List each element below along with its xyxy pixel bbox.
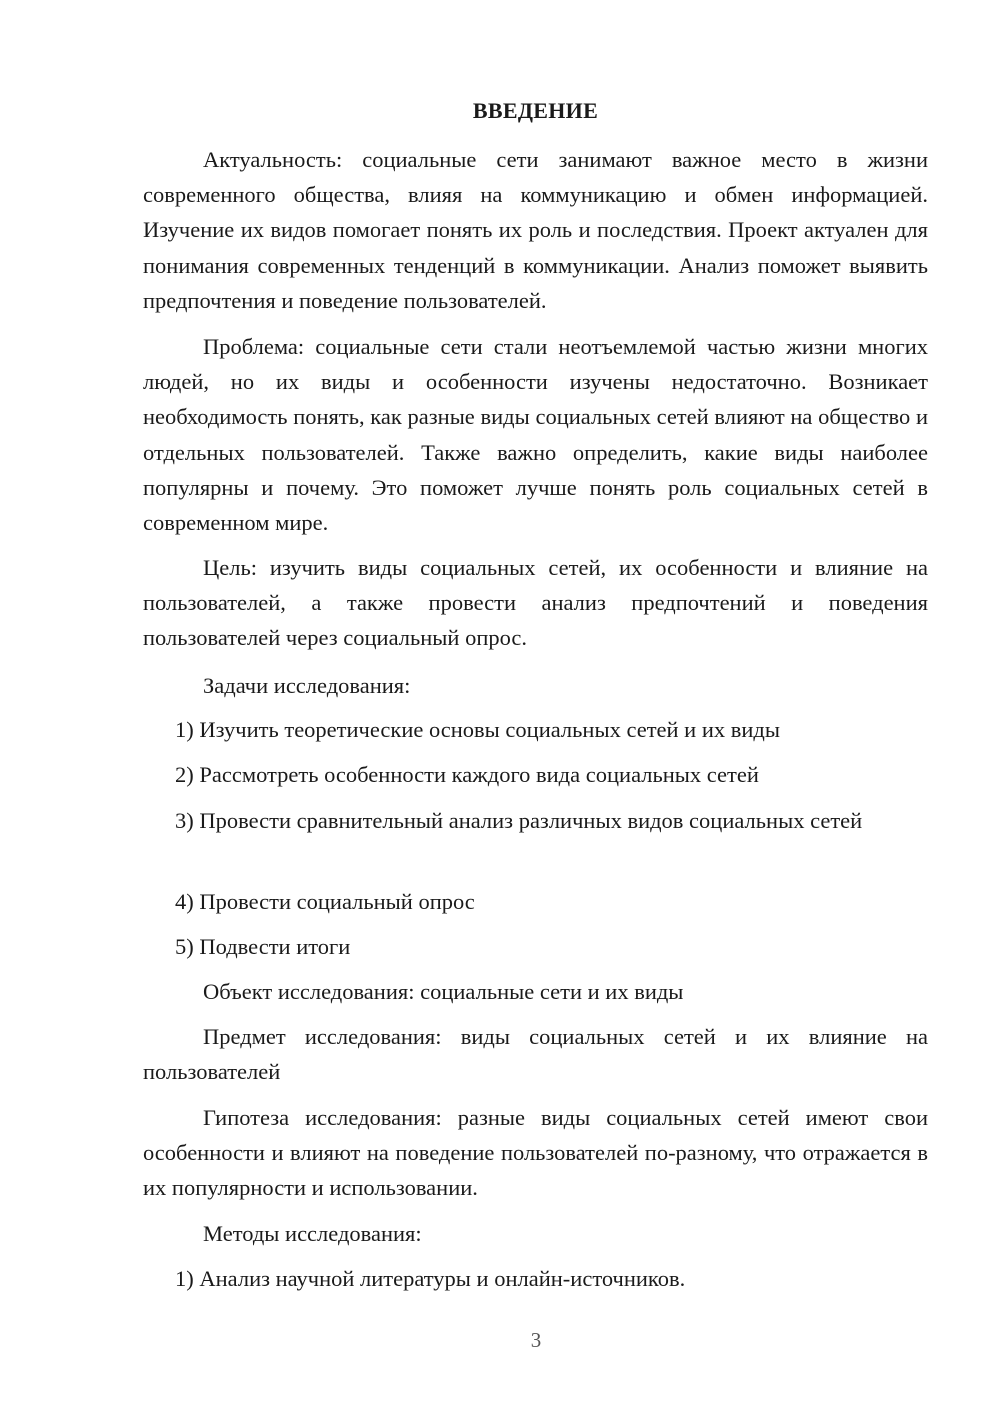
task-item: 2) Рассмотреть особенности каждого вида социальных сетей [175, 762, 759, 787]
task-item: 5) Подвести итоги [175, 934, 351, 959]
task-item: 3) Провести сравнительный анализ различных видов социальных сетей [175, 808, 863, 833]
tasks-heading: Задачи исследования: [203, 673, 411, 698]
goal-paragraph: Цель: изучить виды социальных сетей, их особенности и влияние на пользователей, а также провести анализ предпочтений и поведения пользователей через социальный опрос. [143, 555, 928, 651]
problem-paragraph: Проблема: социальные сети стали неотъемлемой частью жизни многих людей, но их виды и особенности изучены недостаточно. Возникает необходимость понять, как разные виды социальных сетей влияют на общество и отдельных пользователей. Также важно определить, какие виды наиболее популярны и почему. Это поможет лучше понять роль социальных сетей в современном мире. [143, 334, 928, 536]
relevance-paragraph: Актуальность: социальные сети занимают важное место в жизни современного общества, влияя на коммуникацию и обмен информацией. Изучение их видов помогает понять их роль и последствия. Проект актуален для понимания современных тенденций в коммуникации. Анализ поможет выявить предпочтения и поведение пользователей. [143, 147, 928, 313]
methods-heading: Методы исследования: [203, 1221, 422, 1246]
subject-paragraph: Предмет исследования: виды социальных сетей и их влияние на пользователей [143, 1024, 928, 1085]
section-title: ВВЕДЕНИЕ [472, 98, 599, 123]
task-item: 4) Провести социальный опрос [175, 889, 475, 914]
object-paragraph: Объект исследования: социальные сети и их виды [203, 979, 684, 1004]
hypothesis-paragraph: Гипотеза исследования: разные виды социальных сетей имеют свои особенности и влияют на поведение пользователей по-разному, что отражается в их популярности и использовании. [143, 1105, 928, 1201]
method-item: 1) Анализ научной литературы и онлайн-источников. [175, 1266, 686, 1291]
task-item: 1) Изучить теоретические основы социальных сетей и их виды [175, 717, 780, 742]
page-number: 3 [530, 1328, 542, 1352]
